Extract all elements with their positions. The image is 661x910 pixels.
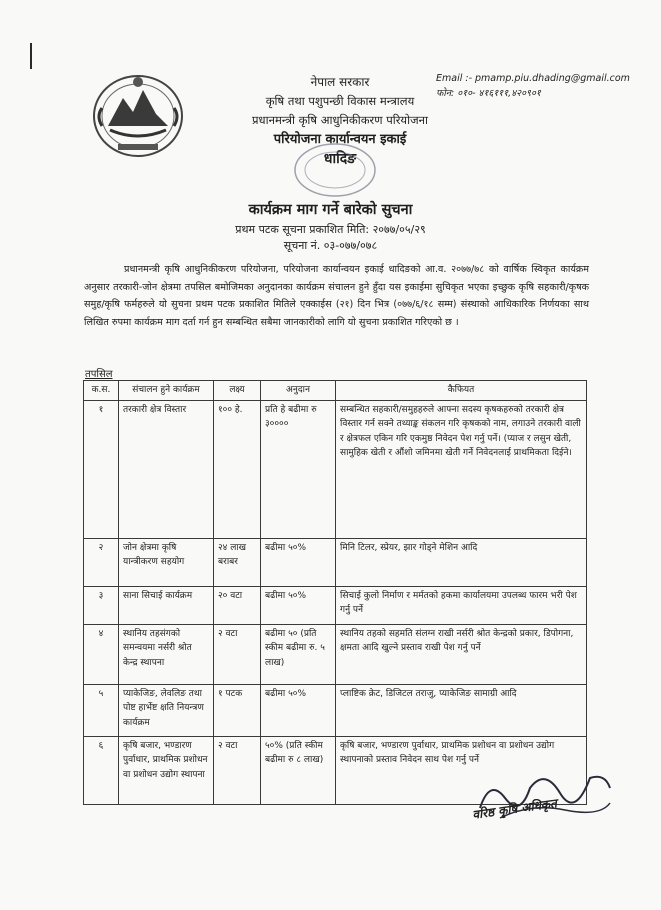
- header-remarks: कैफियत: [336, 381, 587, 401]
- schedule-label: तपसिल: [85, 369, 113, 380]
- row-serial: ५: [84, 684, 119, 736]
- row-program: जोन क्षेत्रमा कृषि यान्त्रीकरण सहयोग: [119, 538, 214, 586]
- header-target: लक्ष्य: [214, 381, 261, 401]
- district-name: धादिङ: [323, 151, 357, 167]
- government-name: नेपाल सरकार: [310, 75, 370, 89]
- schedule-table: [83, 380, 587, 805]
- phone-text: फोन: ०१०- ४१६१११,४२०९०१: [436, 88, 541, 99]
- row-target: १०० हे.: [214, 400, 261, 538]
- row-target: २ वटा: [214, 624, 261, 684]
- notice-title: कार्यक्रम माग गर्ने बारेको सुचना: [248, 202, 413, 218]
- row-serial: ३: [84, 586, 119, 624]
- table-row: [84, 624, 587, 684]
- notice-body: प्रधानमन्त्री कृषि आधुनिकीकरण परियोजना, परियोजना कार्यान्वयन इकाई धादिङको आ.व. २०७७/७८ को वार्षिक स्विकृत कार्यक्रम अनुसार तरकारी-जोन क्षेत्रमा तपसिल बमोजिमका अनुदानका कार्यक्रम संचालन हुने हुँदा यस इकाईमा सुचिकृत भएका इच्छुक कृषि सहकारी/कृषक समुह/कृषि फर्महरुले यो सुचना प्रथम पटक प्रकाशित मितिले एक्काईस (२१) दिन भित्र (०७७/६/१८ सम्म) संस्थाको आधिकारिक निर्णयका साथ लिखित रुपमा कार्यक्रम माग दर्ता गर्न हुन सम्बन्धित सबैमा जानकारीको लागि यो सुचना प्रकाशित गरिएको छ ।: [84, 264, 589, 328]
- row-program: स्थानिय तहसंगको समन्वयमा नर्सरी श्रोत केन्द्र स्थापना: [119, 624, 214, 684]
- row-serial: ६: [84, 736, 119, 804]
- header-program: संचालन हुने कार्यक्रम: [119, 381, 214, 401]
- row-grant: बढीमा ५०%: [261, 538, 336, 586]
- table-row: [84, 538, 587, 586]
- publication-date: प्रथम पटक सूचना प्रकाशित मिति: २०७७/०५/२९: [235, 223, 426, 236]
- email-text: Email :- pmamp.piu.dhading@gmail.com: [436, 73, 630, 84]
- row-grant: ५०% (प्रति स्कीम बढीमा रु ८ लाख): [261, 736, 336, 804]
- row-program: साना सिचाई कार्यक्रम: [119, 586, 214, 624]
- project-name: प्रधानमन्त्री कृषि आधुनिकीकरण परियोजना: [252, 113, 428, 127]
- header-grant: अनुदान: [261, 381, 336, 401]
- row-grant: बढीमा ५०%: [261, 684, 336, 736]
- header-serial: क.स.: [84, 381, 119, 401]
- row-target: २४ लाख बराबर: [214, 538, 261, 586]
- row-program: कृषि बजार, भण्डारण पुर्वाधार, प्राथमिक प्रशोधन वा प्रशोधन उद्योग स्थापना: [119, 736, 214, 804]
- contact-info: [436, 71, 630, 101]
- row-grant: बढीमा ५०%: [261, 586, 336, 624]
- notice-number: सूचना नं. ०३-०७७/०७८: [283, 239, 378, 252]
- row-target: २० वटा: [214, 586, 261, 624]
- scan-mark: [30, 43, 32, 69]
- table-row: [84, 400, 587, 538]
- unit-name: परियोजना कार्यान्वयन इकाई: [273, 132, 407, 147]
- ministry-name: कृषि तथा पशुपन्छी विकास मन्त्रालय: [265, 94, 415, 108]
- row-remarks: कृषि बजार, भण्डारण पुर्वाधार, प्राथमिक प्रशोधन वा प्रशोधन उद्योग स्थापनाको प्रस्ताव निवेदन साथ पेश गर्नु पर्ने: [336, 736, 587, 804]
- row-serial: २: [84, 538, 119, 586]
- row-program: तरकारी क्षेत्र विस्तार: [119, 400, 214, 538]
- row-serial: १: [84, 400, 119, 538]
- row-remarks: सम्बन्धित सहकारी/समुहहरुले आफ्ना सदस्य कृषकहरुको तरकारी क्षेत्र विस्तार गर्न सक्ने तथ्याङ्क संकलन गरि कृषकको नाम, लगाउने तरकारी वाली र क्षेत्रफल एकिन गरि एकमुष्ठ निवेदन पेश गर्नु पर्ने। (प्याज र लसुन खेती, सामुहिक खेती र औंशो जमिनमा खेती गर्ने निवेदनलाई प्राथमिकता दिईने।: [336, 400, 587, 538]
- row-remarks: प्लाष्टिक क्रेट, डिजिटल तराजु, प्याकेजिङ सामाग्री आदि: [336, 684, 587, 736]
- table-header-row: [84, 381, 587, 401]
- signatory-title: वरिष्ठ कृषि अधिकृत: [471, 796, 558, 822]
- handwritten-signature: [470, 748, 620, 838]
- nepal-emblem-icon: [88, 68, 188, 160]
- row-serial: ४: [84, 624, 119, 684]
- table-row: [84, 684, 587, 736]
- row-target: २ वटा: [214, 736, 261, 804]
- row-grant: बढीमा ५० (प्रति स्कीम बढीमा रु. ५ लाख): [261, 624, 336, 684]
- row-grant: प्रति हे बढीमा रु ३००००: [261, 400, 336, 538]
- row-target: १ पटक: [214, 684, 261, 736]
- row-program: प्याकेजिङ, लेवलिङ तथा पोष्ट हार्भेष्ट क्षति नियन्त्रण कार्यक्रम: [119, 684, 214, 736]
- table-row: [84, 586, 587, 624]
- office-stamp: [290, 140, 380, 200]
- row-remarks: स्थानिय तहको सहमति संलग्न राखी नर्सरी श्रोत केन्द्रको प्रकार, डिपोगना, क्षमता आदि खुल्ने प्रस्ताव राखी पेश गर्नु पर्ने: [336, 624, 587, 684]
- row-remarks: मिनि टिलर, स्प्रेयर, झार गोड्ने मेशिन आदि: [336, 538, 587, 586]
- row-remarks: सिचाई कुलो निर्माण र मर्मतको हकमा कार्यालयमा उपलब्ध फारम भरी पेश गर्नु पर्ने: [336, 586, 587, 624]
